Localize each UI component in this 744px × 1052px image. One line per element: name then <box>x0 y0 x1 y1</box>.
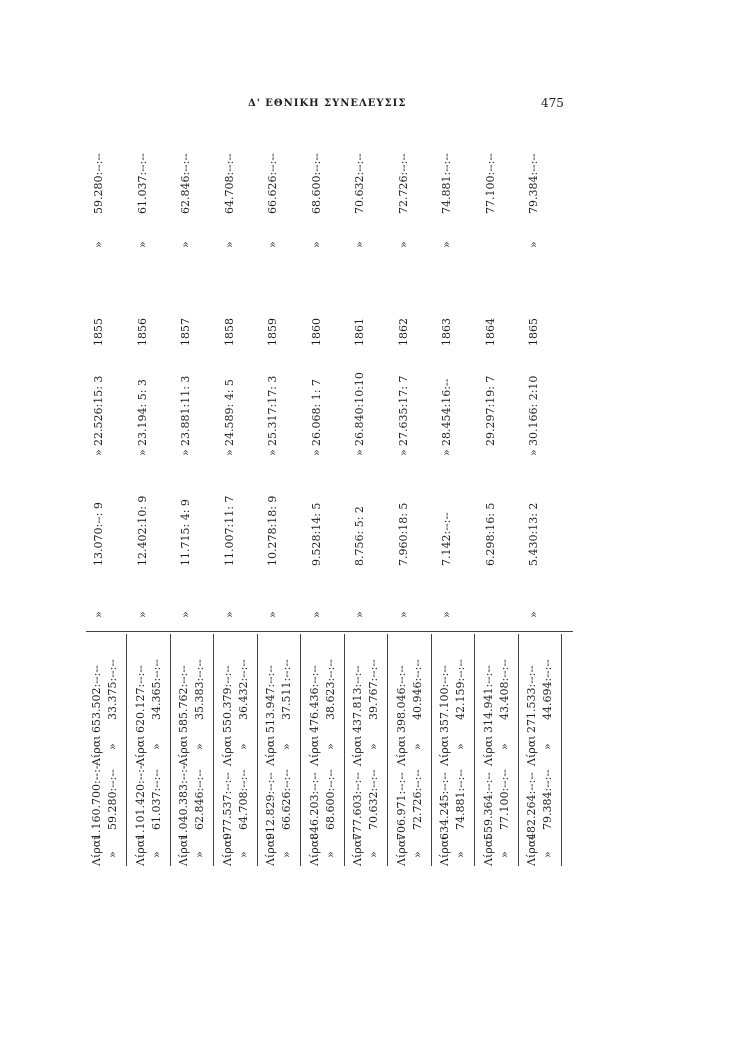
row-divider <box>300 634 301 866</box>
cell-v2: 357.100:--:-- <box>438 665 451 733</box>
cell-l1: Λίραι <box>481 835 495 866</box>
cell-v4: 42.159:--:-- <box>454 659 467 720</box>
cell-l2: Λίραι <box>351 735 364 766</box>
row-divider <box>170 634 171 866</box>
cell-year: 1861 <box>353 318 366 346</box>
cell-v5: 6.298:16: 5 <box>483 502 497 566</box>
row-divider <box>344 634 345 866</box>
cell-v3: 74.881:--:-- <box>454 769 467 830</box>
cell-v5: 10.278:18: 9 <box>266 495 279 566</box>
cell-q2: » <box>527 449 540 456</box>
cell-q2: » <box>222 449 236 456</box>
cell-v3: 70.632:--:-- <box>367 769 380 830</box>
cell-l1: Λίραι <box>90 835 103 866</box>
cell-q3: » <box>266 241 279 248</box>
cell-d2: » <box>106 743 119 750</box>
cell-q1: » <box>179 611 192 618</box>
cell-v3: 79.384:--:-- <box>541 769 554 830</box>
cell-v6: 24.589: 4: 5 <box>222 379 236 446</box>
cell-v5: 9.528:14: 5 <box>309 502 323 566</box>
cell-v7: 74.881:--:-- <box>440 153 453 214</box>
cell-v2: 476.436:--:-- <box>307 665 321 733</box>
cell-v3: 68.600:--:-- <box>323 769 337 830</box>
cell-year: 1863 <box>440 318 453 346</box>
cell-v1: 559.364:--:-- <box>481 772 495 840</box>
cell-v7: 72.726:--:-- <box>396 153 410 214</box>
cell-l1: Λίραι <box>525 835 538 866</box>
cell-l1: Λίραι <box>351 835 364 866</box>
cell-v2: 271.533:--:-- <box>525 665 538 733</box>
cell-v2: 550.379:--:-- <box>220 665 234 733</box>
cell-d1: » <box>454 851 467 858</box>
cell-l1: Λίραι <box>394 835 408 866</box>
column-rule <box>86 631 573 632</box>
cell-v6: 22.526:15: 3 <box>92 375 105 446</box>
cell-q1: » <box>92 611 105 618</box>
cell-v4: 38.623:--:-- <box>323 659 337 720</box>
cell-q3: » <box>135 241 149 248</box>
cell-v2: 398.046:--:-- <box>394 665 408 733</box>
cell-q2: » <box>179 449 192 456</box>
row-divider <box>257 634 258 866</box>
cell-v4: 39.767:--:-- <box>367 659 380 720</box>
cell-q2: » <box>309 449 323 456</box>
cell-v7: 62.846:--:-- <box>179 153 192 214</box>
cell-year: 1856 <box>135 318 149 346</box>
cell-l2: Λίραι <box>438 735 451 766</box>
cell-q1: » <box>396 611 410 618</box>
cell-v7: 59.280:--:-- <box>92 153 105 214</box>
cell-v1: 912.829:--:-- <box>264 772 277 840</box>
cell-v4: 34.365:--:-- <box>149 659 163 720</box>
cell-v6: 26.840:10:10 <box>353 372 366 446</box>
cell-d1: » <box>236 851 250 858</box>
row-divider <box>561 634 562 866</box>
cell-v7: 68.600:--:-- <box>309 153 323 214</box>
cell-v1: 482.264:--:-- <box>525 772 538 840</box>
cell-l1: Λίραι <box>177 835 190 866</box>
cell-d1: » <box>106 851 119 858</box>
cell-q1: » <box>353 611 366 618</box>
cell-v6: 25.317:17: 3 <box>266 375 279 446</box>
cell-v5: 12.402:10: 9 <box>135 495 149 566</box>
cell-d2: » <box>280 743 293 750</box>
cell-v4: 36.432:--:-- <box>236 659 250 720</box>
cell-v2: 585.762:--:-- <box>177 665 190 733</box>
cell-year: 1858 <box>222 318 236 346</box>
cell-v6: 23.194: 5: 3 <box>135 379 149 446</box>
cell-d2: » <box>367 743 380 750</box>
cell-q3: » <box>222 241 236 248</box>
cell-v3: 61.037:--:-- <box>149 769 163 830</box>
cell-l2: Λίραι <box>177 735 190 766</box>
cell-l2: Λίραι <box>525 735 538 766</box>
cell-l1: Λίραι <box>264 835 277 866</box>
row-divider <box>213 634 214 866</box>
cell-d2: » <box>193 743 206 750</box>
cell-q2: » <box>440 449 453 456</box>
cell-q1: » <box>135 611 149 618</box>
cell-v7: 79.384:--:-- <box>527 153 540 214</box>
cell-year: 1859 <box>266 318 279 346</box>
cell-v1: 777.603:--:-- <box>351 772 364 840</box>
cell-q3: » <box>527 241 540 248</box>
cell-v1: 634.245:--:-- <box>438 772 451 840</box>
cell-d2: » <box>497 743 511 750</box>
cell-d2: » <box>410 743 424 750</box>
cell-v5: 13.070:--: 9 <box>92 502 105 566</box>
cell-q2: » <box>353 449 366 456</box>
cell-v4: 43.408:--:-- <box>497 659 511 720</box>
cell-d2: » <box>323 743 337 750</box>
cell-v2: 513.947:--:-- <box>264 665 277 733</box>
cell-d2: » <box>236 743 250 750</box>
cell-v1: 1.101.420:--:-- <box>133 761 147 840</box>
cell-v6: 23.881:11: 3 <box>179 375 192 446</box>
cell-year: 1855 <box>92 318 105 346</box>
cell-q1: » <box>527 611 540 618</box>
cell-v7: 70.632:--:-- <box>353 153 366 214</box>
cell-v3: 77.100:--:-- <box>497 769 511 830</box>
cell-l2: Λίραι <box>481 735 495 766</box>
cell-v2: 437.813:--:-- <box>351 665 364 733</box>
cell-d2: » <box>454 743 467 750</box>
cell-v6: 30.166: 2:10 <box>527 375 540 446</box>
cell-q3: » <box>179 241 192 248</box>
cell-v4: 44.694:--:-- <box>541 659 554 720</box>
cell-d1: » <box>149 851 163 858</box>
cell-v5: 5.430:13: 2 <box>527 502 540 566</box>
cell-v1: 846.203:--:-- <box>307 772 321 840</box>
cell-l2: Λίραι <box>264 735 277 766</box>
cell-d2: » <box>541 743 554 750</box>
cell-v5: 11.007:11: 7 <box>222 495 236 566</box>
cell-l1: Λίραι <box>220 835 234 866</box>
cell-v5: 7.960:18: 5 <box>396 502 410 566</box>
cell-year: 1857 <box>179 318 192 346</box>
cell-l2: Λίραι <box>394 735 408 766</box>
row-divider <box>387 634 388 866</box>
cell-l1: Λίραι <box>438 835 451 866</box>
cell-v5: 11.715: 4: 9 <box>179 499 192 566</box>
cell-q1: » <box>309 611 323 618</box>
cell-d1: » <box>367 851 380 858</box>
cell-v3: 64.708:--:-- <box>236 769 250 830</box>
cell-v7: 77.100:--:-- <box>483 153 497 214</box>
cell-l2: Λίραι <box>90 735 103 766</box>
cell-d1: » <box>193 851 206 858</box>
cell-q3: » <box>440 241 453 248</box>
cell-v1: 977.537:--:-- <box>220 772 234 840</box>
cell-d2: » <box>149 743 163 750</box>
cell-v4: 40.946:--:-- <box>410 659 424 720</box>
cell-d1: » <box>280 851 293 858</box>
cell-v2: 653.502:--:-- <box>90 665 103 733</box>
row-divider <box>474 634 475 866</box>
cell-v1: 1.040.383:--:-- <box>177 761 190 840</box>
cell-l2: Λίραι <box>307 735 321 766</box>
cell-year: 1860 <box>309 318 323 346</box>
cell-q2: » <box>396 449 410 456</box>
cell-q3: » <box>353 241 366 248</box>
cell-year: 1862 <box>396 318 410 346</box>
cell-v4: 37.511:--:-- <box>280 659 293 720</box>
cell-q3: » <box>92 241 105 248</box>
cell-v4: 33.375:--:-- <box>106 659 119 720</box>
cell-v7: 64.708:--:-- <box>222 153 236 214</box>
cell-l1: Λίραι <box>307 835 321 866</box>
cell-q1: » <box>440 611 453 618</box>
row-divider <box>126 634 127 866</box>
cell-q1: » <box>266 611 279 618</box>
cell-q3: » <box>396 241 410 248</box>
row-divider <box>518 634 519 866</box>
cell-q2: » <box>266 449 279 456</box>
cell-v3: 59.280:--:-- <box>106 769 119 830</box>
cell-v5: 8.756: 5: 2 <box>353 506 366 566</box>
cell-q2: » <box>135 449 149 456</box>
cell-d1: » <box>497 851 511 858</box>
cell-v3: 72.726:--:-- <box>410 769 424 830</box>
cell-v3: 66.626:--:-- <box>280 769 293 830</box>
cell-d1: » <box>541 851 554 858</box>
cell-v6: 29.297:19: 7 <box>483 375 497 446</box>
cell-year: 1865 <box>527 318 540 346</box>
cell-v6: 26.068: 1: 7 <box>309 379 323 446</box>
cell-v7: 66.626:--:-- <box>266 153 279 214</box>
cell-v1: 1.160.700:--:-- <box>90 761 103 840</box>
cell-d1: » <box>323 851 337 858</box>
cell-l2: Λίραι <box>133 735 147 766</box>
cell-v6: 27.635:17: 7 <box>396 375 410 446</box>
cell-v6: 28.454:16:-- <box>440 378 453 446</box>
cell-v2: 620.127:--:-- <box>133 665 147 733</box>
cell-v7: 61.037:--:-- <box>135 153 149 214</box>
cell-v2: 314.941:--:-- <box>481 665 495 733</box>
cell-v5: 7.142:--:-- <box>440 512 453 566</box>
cell-l2: Λίραι <box>220 735 234 766</box>
cell-l1: Λίραι <box>133 835 147 866</box>
running-header-title: Δ' ΕΘΝΙΚΗ ΣΥΝΕΛΕΥΣΙΣ <box>248 98 407 109</box>
row-divider <box>431 634 432 866</box>
rotated-table <box>82 146 552 866</box>
cell-q3: » <box>309 241 323 248</box>
cell-q2: » <box>92 449 105 456</box>
cell-v3: 62.846:--:-- <box>193 769 206 830</box>
cell-v4: 35.383:--:-- <box>193 659 206 720</box>
cell-year: 1864 <box>483 318 497 346</box>
cell-q1: » <box>222 611 236 618</box>
page-number: 475 <box>541 96 564 110</box>
cell-v1: 706.971:--:-- <box>394 772 408 840</box>
cell-d1: » <box>410 851 424 858</box>
